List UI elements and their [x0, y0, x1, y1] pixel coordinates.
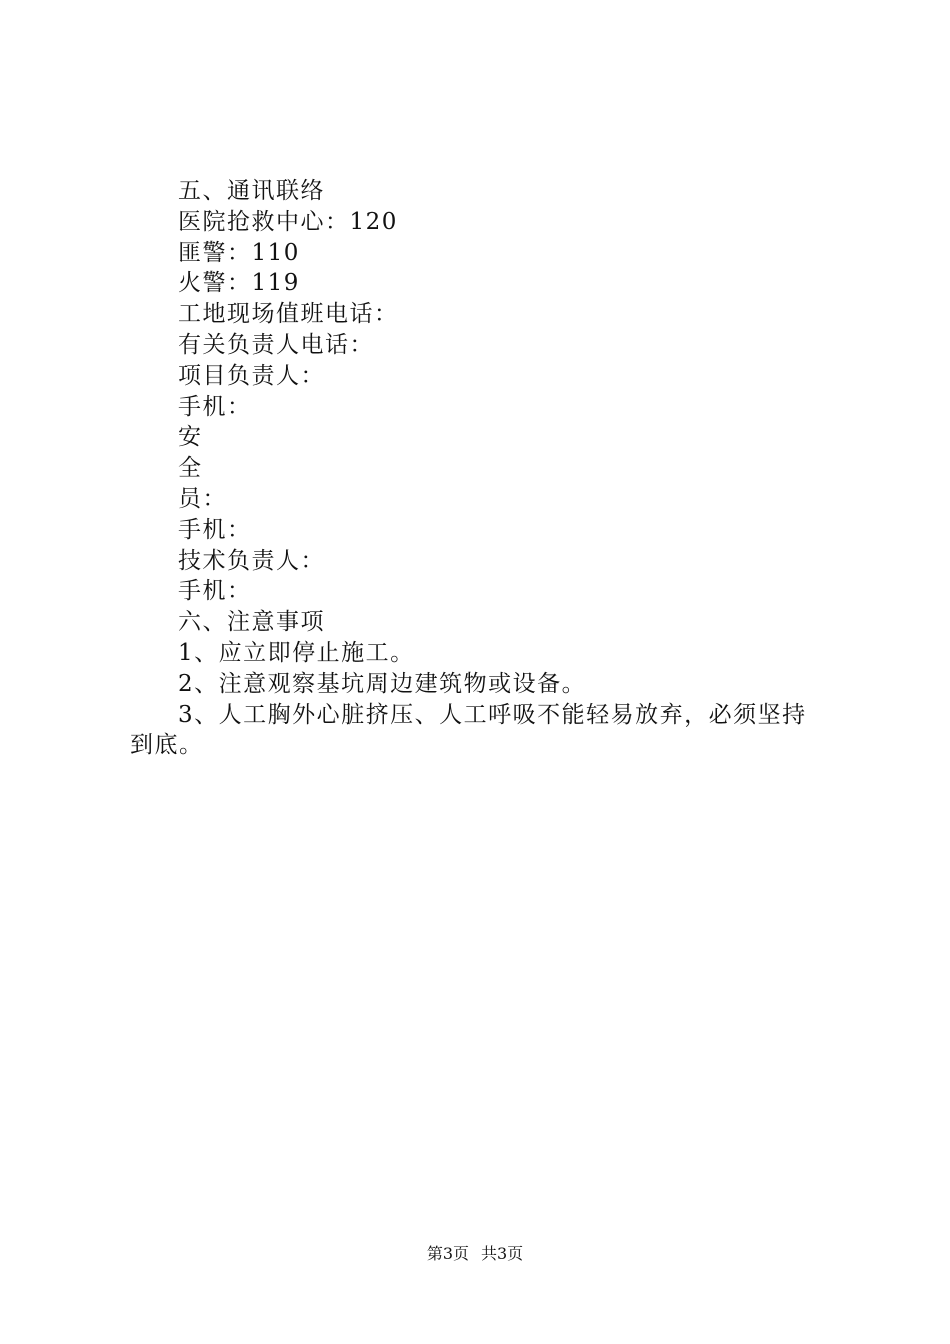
- page-number: 第3页: [426, 1244, 469, 1263]
- responsible-phone: 有关负责人电话：: [178, 331, 374, 358]
- note-item: 2、注意观察基坑周边建筑物或设备。: [178, 670, 587, 697]
- document-body: [130, 176, 830, 761]
- page-footer: [0, 1243, 950, 1265]
- hospital-number: 医院抢救中心：120: [178, 208, 398, 235]
- section-heading-notes: 六、注意事项: [178, 609, 325, 636]
- mobile-line: 手机：: [178, 516, 252, 543]
- page-total: 共3页: [481, 1244, 524, 1263]
- note-item: 3、人工胸外心脏挤压、人工呼吸不能轻易放弃，必须坚持到底。: [130, 701, 807, 759]
- mobile-line: 手机：: [178, 393, 252, 420]
- safety-officer-char: 员：: [178, 485, 227, 512]
- note-item: 1、应立即停止施工。: [178, 639, 415, 666]
- safety-officer-char: 全: [178, 455, 203, 482]
- fire-number: 火警：119: [178, 270, 300, 297]
- project-leader: 项目负责人：: [178, 362, 325, 389]
- site-duty-phone: 工地现场值班电话：: [178, 301, 399, 328]
- mobile-line: 手机：: [178, 578, 252, 605]
- police-number: 匪警：110: [178, 239, 300, 266]
- safety-officer-char: 安: [178, 424, 203, 451]
- section-heading-communication: 五、通讯联络: [178, 178, 325, 204]
- tech-leader: 技术负责人：: [178, 547, 325, 574]
